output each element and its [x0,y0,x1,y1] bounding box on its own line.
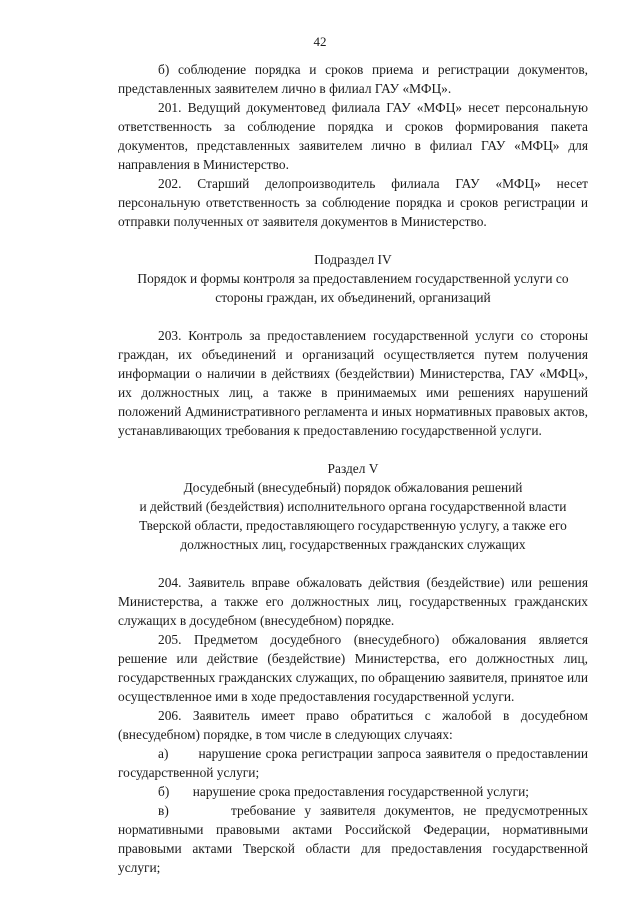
subsection-label: Подраздел IV [314,252,392,267]
paragraph-202: 202. Старший делопроизводитель филиала ГАУ «МФЦ» несет персональную ответственность за соблюдение порядка и сроков регистрации и отправки полученных от заявителя документов в Министерство. [118,176,588,229]
list-marker: в) [158,803,169,818]
list-marker: б) [158,784,170,799]
section-label: Раздел V [327,461,379,476]
document-body [118,60,588,877]
paragraph-201: 201. Ведущий документовед филиала ГАУ «МФЦ» несет персональную ответственность за соблюдение порядка и сроков формирования пакета документов, представленных заявителем лично в филиал ГАУ «МФЦ» для направления в Министерство. [118,100,588,172]
paragraph-200b: б) соблюдение порядка и сроков приема и регистрации документов, представленных заявителем лично в филиал ГАУ «МФЦ». [118,62,588,96]
list-item-b [118,782,588,801]
subsection-iv-heading [118,250,588,307]
list-item-c [118,801,588,877]
list-text: требование у заявителя документов, не предусмотренных нормативными правовыми актами Российской Федерации, нормативными правовыми актами Тверской области для предоставления государственной услуги; [118,803,588,875]
spacer [118,307,588,326]
subsection-title-line-2: стороны граждан, их объединений, организаций [215,290,491,305]
list-text: нарушение срока предоставления государственной услуги; [192,784,530,799]
spacer [118,554,588,573]
subsection-title-line-1: Порядок и формы контроля за предоставлением государственной услуги со [137,271,569,286]
list-item-a [118,744,588,782]
paragraph-205: 205. Предметом досудебного (внесудебного) обжалования является решение или действие (бездействие) Министерства, его должностных лиц, государственных гражданских служащих, по обращению заявителя, принятое или осуществленное ими в ходе предоставления государственной услуги. [118,632,588,704]
paragraph-206: 206. Заявитель имеет право обратиться с жалобой в досудебном (внесудебном) порядке, в том числе в следующих случаях: [118,708,588,742]
paragraph-203: 203. Контроль за предоставлением государственной услуги со стороны граждан, их объединений и организаций осуществляется путем получения информации о наличии в действиях (бездействии) Министерства, ГАУ «МФЦ», их должностных лиц, а также в принимаемых ими решениях нарушений положений Административного регламента и иных нормативных правовых актов, устанавливающих требования к предоставлению государственной услуги. [118,328,588,438]
section-title-line-4: должностных лиц, государственных гражданских служащих [180,537,526,552]
list-marker: а) [158,746,169,761]
section-title-line-2: и действий (бездействия) исполнительного органа государственной власти [139,499,567,514]
section-title-line-1: Досудебный (внесудебный) порядок обжалования решений [183,480,523,495]
section-title-line-3: Тверской области, предоставляющего государственную услугу, а также его [139,518,567,533]
paragraph-204: 204. Заявитель вправе обжаловать действия (бездействие) или решения Министерства, а также его должностных лиц, государственных гражданских служащих в досудебном (внесудебном) порядке. [118,575,588,628]
list-text: нарушение срока регистрации запроса заявителя о предоставлении государственной услуги; [118,746,588,780]
page-number: 42 [313,34,327,49]
section-v-heading [118,459,588,554]
